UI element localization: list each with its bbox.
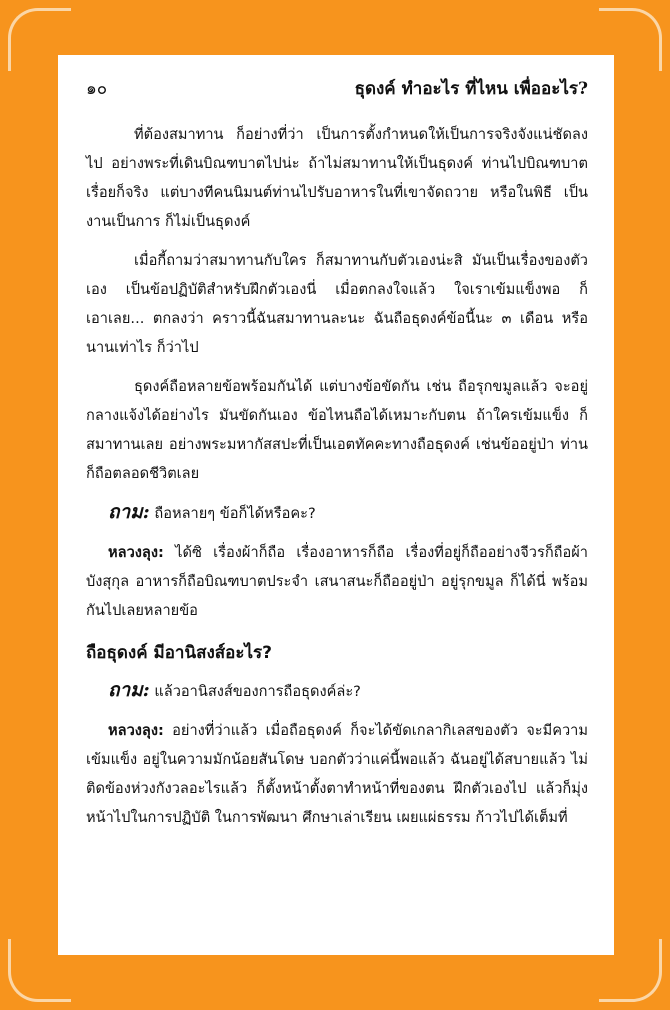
question-text: ถือหลายๆ ข้อก็ได้หรือคะ? <box>149 505 316 522</box>
book-page <box>58 55 614 955</box>
question-2 <box>86 676 588 706</box>
answer-1 <box>86 538 588 625</box>
page-header <box>86 75 588 102</box>
answer-text: อย่างที่ว่าแล้ว เมื่อถือธุดงค์ ก็จะได้ขัดเกลากิเลสของตัว จะมีความเข้มแข็ง อยู่ในความมักน้อยสันโดษ บอกตัวว่าแค่นี้พอแล้ว ฉันอยู่ได้สบายแล้ว ไม่ติดข้องห่วงกังวลอะไรแล้ว ก็ตั้งหน้าตั้งตาทำหน้าที่ของตน ฝึกตัวเองไป แล้วก็มุ่งหน้าไปในการปฏิบัติ ในการพัฒนา ศึกษาเล่าเรียน เผยแผ่ธรรม ก้าวไปได้เต็มที่ <box>86 722 588 826</box>
question-label: ถาม: <box>108 679 150 701</box>
question-1 <box>86 498 588 528</box>
section-heading: ถือธุดงค์ มีอานิสงส์อะไร? <box>86 643 273 663</box>
answer-label: หลวงลุง: <box>108 722 164 739</box>
answer-2 <box>86 716 588 832</box>
answer-text: ได้ซิ เรื่องผ้าก็ถือ เรื่องอาหารก็ถือ เรื่องที่อยู่ก็ถืออย่างจีวรก็ถือผ้าบังสุกุล อาหารก็ถือบิณฑบาตประจำ เสนาสนะก็ถืออยู่ป่า อยู่รุกขมูล ก็ได้นี่ พร้อมกันไปเลยหลายข้อ <box>86 544 588 619</box>
paragraph-3: ธุดงค์ถือหลายข้อพร้อมกันได้ แต่บางข้อขัดกัน เช่น ถือรุกขมูลแล้ว จะอยู่กลางแจ้งได้อย่างไร มันขัดกันเอง ข้อไหนถือได้เหมาะกับตน ถ้าใครเข้มแข็ง ก็สมาทานเลย อย่างพระมหากัสสปะที่เป็นเอตทัคคะทางถือธุดงค์ เช่นข้ออยู่ป่า ท่านก็ถือตลอดชีวิตเลย <box>86 378 588 482</box>
page-number: ๑๐ <box>86 79 108 99</box>
question-label: ถาม: <box>108 501 150 523</box>
paragraph-1: ที่ต้องสมาทาน ก็อย่างที่ว่า เป็นการตั้งกำหนดให้เป็นการจริงจังแน่ชัดลงไป อย่างพระที่เดินบิณฑบาตไปน่ะ ถ้าไม่สมาทานให้เป็นธุดงค์ ท่านไปบิณฑบาตเรื่อยก็จริง แต่บางทีคนนิมนต์ท่านไปรับอาหารในที่เขาจัดถวาย หรือในพิธี เป็นงานเป็นการ ก็ไม่เป็นธุดงค์ <box>86 126 588 230</box>
running-title: ธุดงค์ ทำอะไร ที่ไหน เพื่ออะไร? <box>354 79 588 99</box>
question-text: แล้วอานิสงส์ของการถือธุดงค์ล่ะ? <box>149 683 361 700</box>
paragraph-2: เมื่อกี้ถามว่าสมาทานกับใคร ก็สมาทานกับตัวเองน่ะสิ มันเป็นเรื่องของตัวเอง เป็นข้อปฏิบัติสำหรับฝึกตัวเองนี่ เมื่อตกลงใจแล้ว ใจเราเข้มแข็งพอ ก็เอาเลย... ตกลงว่า คราวนี้ฉันสมาทานละนะ ฉันถือธุดงค์ข้อนี้นะ ๓ เดือน หรือนานเท่าไร ก็ว่าไป <box>86 252 588 356</box>
answer-label: หลวงลุง: <box>108 544 164 561</box>
